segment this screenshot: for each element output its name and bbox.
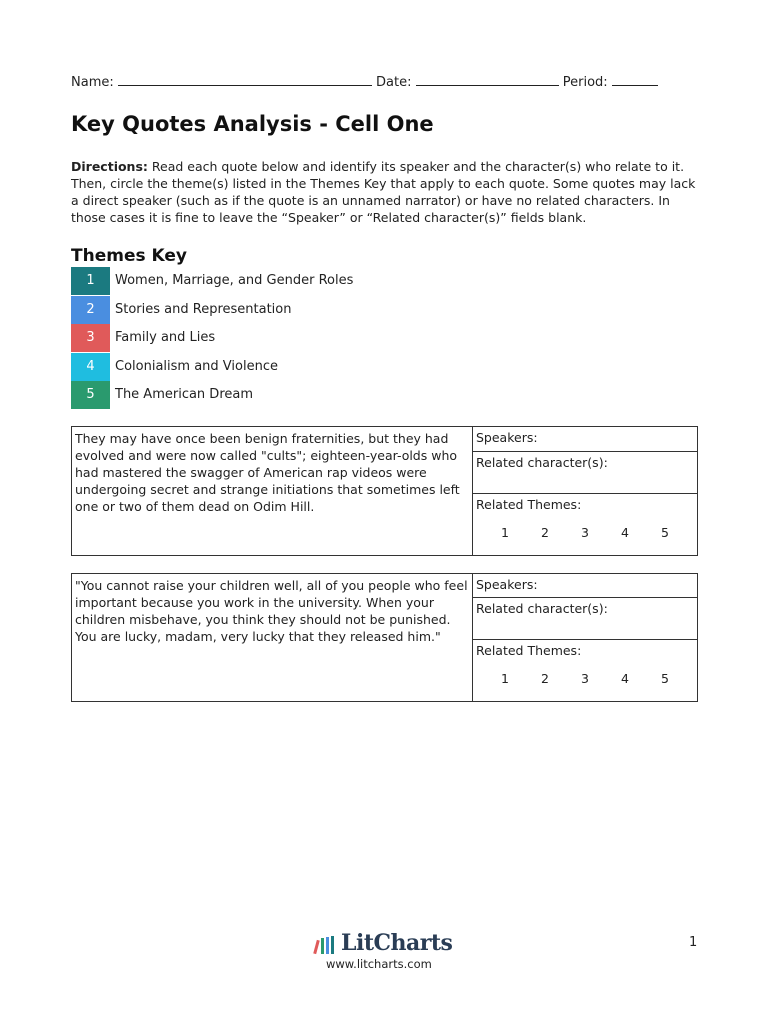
theme-row [71,381,401,409]
theme-option-2[interactable]: 2 [541,671,549,686]
theme-option-1[interactable]: 1 [501,525,509,540]
directions-text: Read each quote below and identify its speaker and the character(s) who relate to it. Then, circle the theme(s) listed in the Themes Key that apply to each quote. Some quotes may lack a direct speaker (such as if the quote is an unnamed narrator) or have no related characters. In those cases it is fine to leave the “Speaker” or “Related character(s)” fields blank. [71,159,696,225]
logo-bar-4 [331,936,334,954]
theme-row [71,296,401,324]
theme-label: The American Dream [115,387,254,402]
related-characters-label: Related character(s): [476,455,608,470]
litcharts-logo[interactable] [313,930,463,958]
theme-label: Family and Lies [115,330,216,345]
logo-bar-3 [326,937,329,954]
theme-option-4[interactable]: 4 [621,671,629,686]
related-characters-field[interactable] [473,598,697,640]
related-themes-label: Related Themes: [476,643,582,658]
theme-row [71,353,401,381]
theme-number-badge: 3 [71,324,110,352]
name-label: Name: [71,75,114,90]
logo-bar-2 [321,938,324,954]
date-blank[interactable] [416,74,559,86]
directions [71,158,701,226]
theme-option-3[interactable]: 3 [581,671,589,686]
page-title: Key Quotes Analysis - Cell One [71,112,434,136]
site-url[interactable]: www.litcharts.com [326,957,432,971]
related-characters-field[interactable] [473,452,697,494]
theme-row [71,324,401,352]
theme-label: Stories and Representation [115,302,292,317]
theme-option-2[interactable]: 2 [541,525,549,540]
themes-key-heading: Themes Key [71,246,187,266]
quote-text: They may have once been benign fraternities, but they had evolved and were now called "cults"; eighteen-year-olds who had mastered the swagger of American rap videos were undergoing secret and strange initiations that sometimes left one or two of them dead on Odim Hill. [72,427,473,555]
quote-box-2 [71,573,698,702]
quote-text: "You cannot raise your children well, all of you people who feel important because you work in the university. When your children misbehave, you think they should not be punished. You are lucky, madam, very lucky that they released him." [72,574,473,701]
theme-number-options [473,671,697,686]
directions-label: Directions: [71,159,148,174]
theme-number-badge: 1 [71,267,110,295]
date-label: Date: [376,75,412,90]
litcharts-books-icon [313,932,339,958]
period-label: Period: [562,75,608,90]
quote-box-1 [71,426,698,556]
period-blank[interactable] [612,74,658,86]
theme-option-1[interactable]: 1 [501,671,509,686]
speakers-field[interactable] [473,427,697,452]
related-themes-label: Related Themes: [476,497,582,512]
speakers-field[interactable] [473,574,697,598]
name-blank[interactable] [118,74,372,86]
theme-label: Women, Marriage, and Gender Roles [115,273,354,288]
speakers-label: Speakers: [476,577,538,592]
theme-number-badge: 2 [71,296,110,324]
student-info-line [71,74,658,90]
theme-option-5[interactable]: 5 [661,671,669,686]
theme-option-5[interactable]: 5 [661,525,669,540]
theme-label: Colonialism and Violence [115,359,278,374]
theme-number-badge: 4 [71,353,110,381]
related-characters-label: Related character(s): [476,601,608,616]
theme-option-3[interactable]: 3 [581,525,589,540]
theme-number-badge: 5 [71,381,110,409]
speakers-label: Speakers: [476,430,538,445]
logo-text: LitCharts [341,930,453,956]
page-number: 1 [689,935,698,950]
theme-option-4[interactable]: 4 [621,525,629,540]
logo-bar-1 [313,940,320,954]
theme-row [71,267,401,295]
theme-number-options [473,525,697,540]
